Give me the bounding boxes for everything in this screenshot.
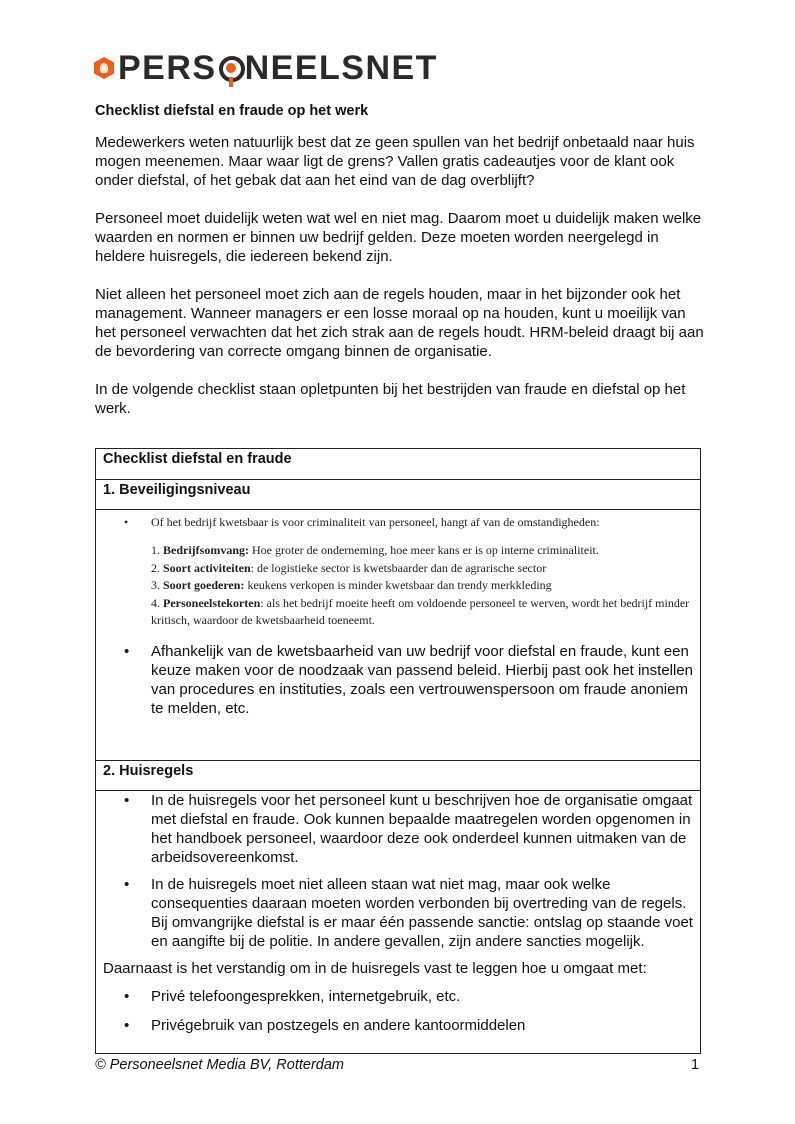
section-body-huisregels (96, 791, 701, 1054)
personeelsnet-logo (94, 50, 438, 86)
list-item: 2. Soort activiteiten: de logistieke sector is kwetsbaarder dan de agrarische sector (151, 560, 547, 575)
footer-copyright: © Personeelsnet Media BV, Rotterdam (95, 1057, 344, 1073)
section-body-beveiligingsniveau (96, 510, 701, 761)
list-item: 1. Bedrijfsomvang: Hoe groter de onderneming, hoe meer kans er is op interne criminaliteit. (151, 543, 599, 557)
document-title: Checklist diefstal en fraude op het werk (95, 103, 369, 119)
page-number: 1 (691, 1057, 700, 1073)
section-heading-beveiligingsniveau: 1. Beveiligingsniveau (96, 480, 701, 510)
list-item: • Afhankelijk van de kwetsbaarheid van uw bedrijf voor diefstal en fraude, kunt een keuze maken voor de noodzaak van passend beleid. Hierbij past ook het instellen van procedures en instituties, zoals een vertrouwenspersoon om fraude anoniem te melden, etc. (120, 642, 694, 718)
intro-paragraph-1: Medewerkers weten natuurlijk best dat ze geen spullen van het bedrijf onbetaald naar huis mogen meenemen. Maar waar ligt de grens? Vallen gratis cadeautjes voor de klant ook onder diefstal, of het gebak dat aan het eind van de dag overblijft? (95, 134, 695, 189)
list-item: • In de huisregels moet niet alleen staan wat niet mag, maar ook welke consequenties daaraan moeten worden verbonden bij overtreding van de regels. Bij omvangrijke diefstal is er maar één passende sanctie: ontslag op staande voet en aangifte bij de politie. In andere gevallen, zijn andere sancties mogelijk. (120, 875, 694, 951)
numbered-factor-list (151, 542, 694, 630)
list-item: 4. Personeelstekorten: als het bedrijf moeite heeft om voldoende personeel te werven, wordt het bedrijf minder kritisch, waardoor de kwetsbaarheid toeneemt. (151, 595, 690, 628)
intro-paragraph-3: Niet alleen het personeel moet zich aan de regels houden, maar in het bijzonder ook het management. Wanneer managers er een losse moraal op na houden, kunt u moeilijk van het personeel verwachten dat het zich strak aan de regels houdt. HRM-beleid draagt bij aan de bevordering van correcte omgang binnen de organisatie. (95, 286, 704, 360)
list-item: • Privégebruik van postzegels en andere kantoormiddelen (120, 1016, 694, 1035)
logo-wordmark: PERS NEELSNET (118, 49, 438, 87)
table-header: Checklist diefstal en fraude (96, 449, 701, 480)
intro-paragraph-4: In de volgende checklist staan opletpunten bij het bestrijden van fraude en diefstal op het werk. (95, 381, 686, 417)
intro-paragraph-2: Personeel moet duidelijk weten wat wel en niet mag. Daarom moet u duidelijk maken welke waarden en normen er binnen uw bedrijf gelden. Deze moeten worden neergelegd in heldere huisregels, die iedereen bekend zijn. (95, 210, 702, 265)
logo-pin-o-icon (218, 55, 244, 81)
huisregels-intro: Daarnaast is het verstandig om in de huisregels vast te leggen hoe u omgaat met: (103, 960, 647, 977)
list-item: • In de huisregels voor het personeel kunt u beschrijven hoe de organisatie omgaat met diefstal en fraude. Ook kunnen bepaalde maatregelen worden opgenomen in het handboek personeel, waardoor deze ook onderdeel kunnen uitmaken van de arbeidsovereenkomst. (120, 791, 694, 867)
logo-hexagon-icon (94, 57, 114, 79)
section-heading-huisregels: 2. Huisregels (96, 761, 701, 791)
list-item: • Privé telefoongesprekken, internetgebruik, etc. (120, 987, 694, 1006)
list-item: • Of het bedrijf kwetsbaar is voor criminaliteit van personeel, hangt af van de omstandigheden: 1. Bedrijfsomvang: Hoe groter de onderneming, hoe meer kans er is op interne criminaliteit. 2. Soort activiteiten: de logistieke sector is kwetsbaarder dan de agrarische sector 3. Soort goederen: keukens verkopen is minder kwetsbaar dan trendy merkkleding 4. Personeelstekorten: als het bedrijf moeite heeft om voldoende personeel te werven, wordt het bedrijf minder kritisch, waardoor de kwetsbaarheid toeneemt. (120, 513, 694, 630)
list-item: 3. Soort goederen: keukens verkopen is minder kwetsbaar dan trendy merkkleding (151, 578, 552, 593)
checklist-table (95, 448, 701, 1054)
